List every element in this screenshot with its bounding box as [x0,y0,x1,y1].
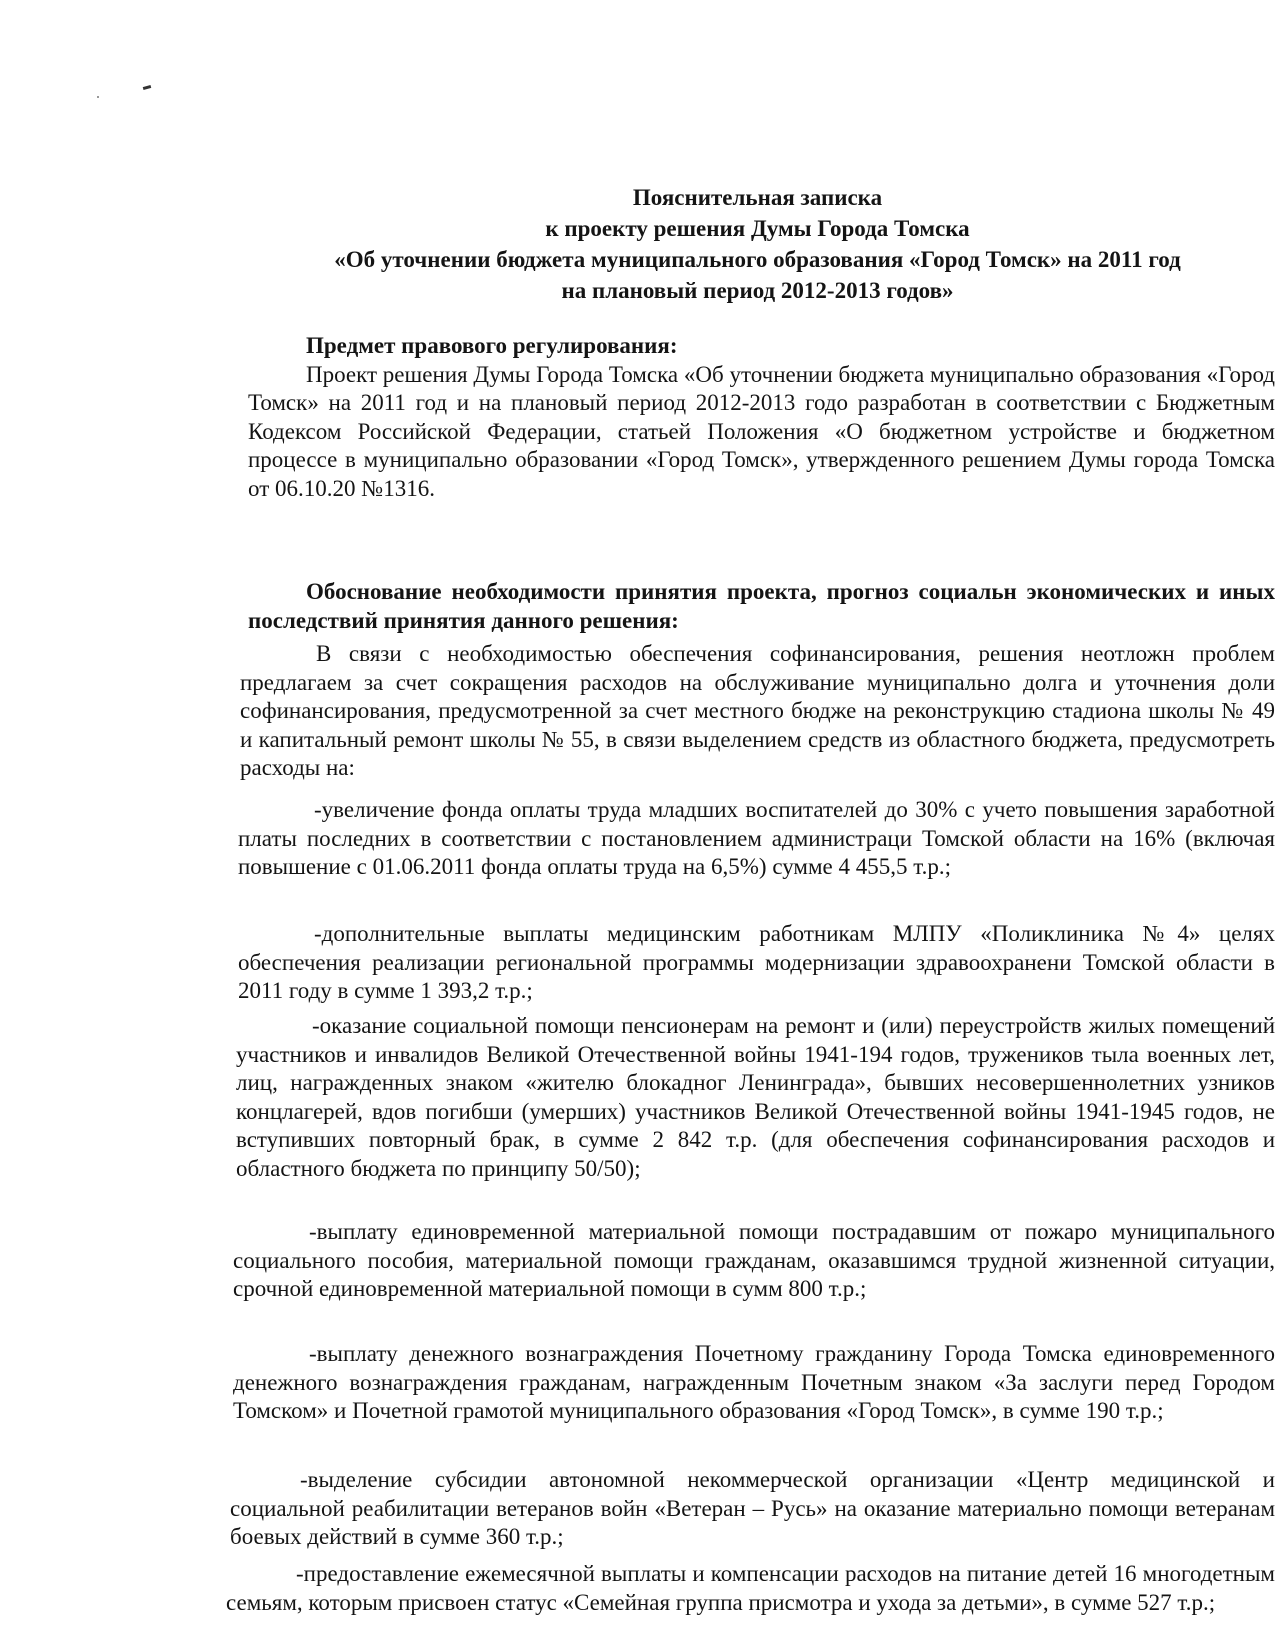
list-item-5: -выплату денежного вознаграждения Почетному гражданину Города Томска единовременного денежного вознаграждения гражданам, награжденным Почетным знаком «За заслуги перед Городом Томском» и Почетной грамотой муниципального образования «Город Томск», в сумме 190 т.р.; [233,1341,1275,1424]
justification-heading: Обоснование необходимости принятия проекта, прогноз социальн экономических и иных последствий принятия данного решения: [248,579,1275,633]
list-item-2: -дополнительные выплаты медицинским работникам МЛПУ «Поликлиника №4» целях обеспечения реализации региональной программы модернизации здравоохранени Томской области в 2011 году в сумме 1 393,2 т.р.; [238,921,1275,1004]
subject-section [248,332,1275,504]
list-item-4: -выплату единовременной материальной помощи пострадавшим от пожаро муниципального социального пособия, материальной помощи гражданам, оказавшимся трудной жизненной ситуации, срочной единовременной материальной помощи в сумм 800 т.р.; [233,1219,1275,1302]
list-item-6: -выделение субсидии автономной некоммерческой организации «Центр медицинской и социальной реабилитации ветеранов войн «Ветеран – Русь» на оказание материально помощи ветеранам боевых действий в сумме 360 т.р.; [230,1467,1275,1550]
subject-text: Проект решения Думы Города Томска «Об уточнении бюджета муниципально образования «Город Томск» на 2011 год и на плановый период 2012-2013 годо разработан в соответствии с Бюджетным Кодексом Российской Федерации, статьей Положения «О бюджетном устройстве и бюджетном процессе в муниципально образовании «Город Томск», утвержденного решением Думы города Томска от 06.10.20 №1316. [248,361,1275,501]
justification-intro: В связи с необходимостью обеспечения софинансирования, решения неотложн проблем предлагаем за счет сокращения расходов на обслуживание муниципально долга и уточнения доли софинансирования, предусмотренной за счет местного бюдже на реконструкцию стадиона школы № 49 и капитальный ремонт школы № 55, в связи выделением средств из областного бюджета, предусмотреть расходы на: [240,641,1275,781]
list-item-1: -увеличение фонда оплаты труда младших воспитателей до 30% с учето повышения заработной платы последних в соответствии с постановлением администраци Томской области на 16% (включая повышение с 01.06.2011 фонда оплаты труда на 6,5%) сумме 4 455,5 т.р.; [238,797,1275,880]
scan-artifact-mark [143,85,152,90]
title-line-2: к проекту решения Думы Города Томска [545,216,970,241]
scan-artifact-dot [97,96,99,98]
list-item-3: -оказание социальной помощи пенсионерам на ремонт и (или) переустройств жилых помещений участников и инвалидов Великой Отечественной войны 1941-194 годов, тружеников тыла военных лет, лиц, награжденных знаком «жителю блокадног Ленинграда», бывших несовершеннолетних узников концлагерей, вдов погибши (умерших) участников Великой Отечественной войны 1941-1945 годов, не вступивших повторный брак, в сумме 2 842 т.р. (для обеспечения софинансирования расходов и областного бюджета по принципу 50/50); [236,1013,1275,1181]
subject-heading: Предмет правового регулирования: [306,333,678,358]
title-line-1: Пояснительная записка [632,185,883,210]
title-line-3: «Об уточнении бюджета муниципального образования «Город Томск» на 2011 год [334,247,1181,272]
title-line-4: на плановый период 2012-2013 годов» [561,278,954,303]
document-title [240,182,1275,306]
list-item-7: -предоставление ежемесячной выплаты и компенсации расходов на питание детей 16 многодетным семьям, которым присвоен статус «Семейная группа присмотра и ухода за детьми», в сумме 527 т.р.; [226,1561,1275,1615]
